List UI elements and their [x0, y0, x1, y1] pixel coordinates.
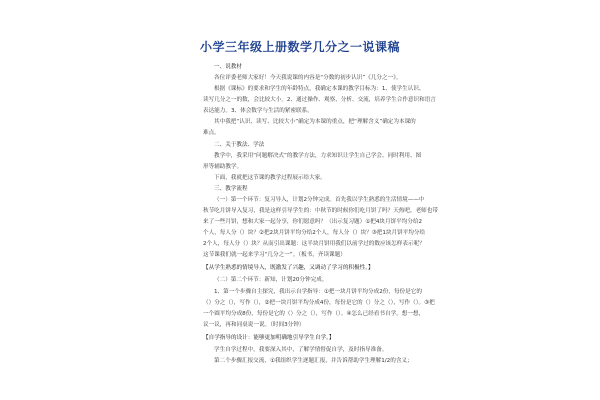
paragraph-line: 个人，每人分（）块？②把2块月饼平均分给2个人，每人分（）块？③把1块月饼平均分给: [203, 230, 426, 236]
paragraph-line: 形等辅助教学。: [203, 164, 243, 170]
paragraph-line: 各位评委老师大家好！今天我说课的内容是“分数的初步认识”《几分之一》。: [214, 75, 402, 81]
paragraph-line: 一个圆平均分成8份，每份是它的（）分之（），写作（）。④怎么已经看书自学，想一想，: [203, 311, 425, 317]
paragraph-line: （一）第一个环节：复习导入，计划2分钟完成。首先我以学生熟悉的生活情境——中: [214, 197, 425, 203]
paragraph-line: 难点。: [203, 130, 220, 136]
document-title: 小学三年级上册数学几分之一说课稿: [199, 40, 400, 54]
paragraph-line: 秋节吃月饼导入复习，我是这样引导学生的：中秋节的时候你们吃月饼了吗？天热吧，老师也带: [203, 208, 438, 214]
section-heading-materials: 一、说教材: [214, 64, 242, 70]
comment-line: 【自学指导的设计：能够更加明确地引导学生自学。】: [203, 335, 335, 341]
paragraph-line: 读写几分之一的数，会比较大小。2、通过操作、观察、分析、交流，培养学生合作意识和语言: [203, 97, 436, 103]
paragraph-line: 议一议，再和同桌说一说。（时间3分钟）: [203, 322, 305, 328]
paragraph-line: 根据《课标》的要求和学生的年龄特点，我确定本课的教学目标为：1、使学生认识、: [214, 86, 425, 92]
paragraph-line: 下面，我就把这节课的教学过程展示给大家。: [214, 175, 326, 181]
paragraph-line: （二）第二个环节：新知，计划20分钟完成。: [214, 277, 328, 283]
section-heading-process: 三、教学流程: [214, 186, 248, 192]
paragraph-line: 教学中，我采用“问题解决式”的教学方法，力求知识让学生自己学会、同时利用、图: [214, 153, 422, 159]
section-heading-methods: 二、关于教法、学法: [214, 142, 265, 148]
paragraph-line: 这节课我们就一起来学习“几分之一”。（板书，齐读课题）: [203, 252, 346, 258]
paragraph-line: 表达能力。3、体会数学与生活的紧密联系。: [203, 108, 313, 114]
paragraph-line: （）分之（），写作（），②把一块月饼平均分成4份，每份是它的（）分之（），写作（）。③把: [203, 300, 435, 306]
paragraph-line: 学生自学过程中，我要深入其中，了解学情督促自学，及时指导准备。: [214, 347, 388, 353]
paragraph-line: 其中我把“认识、读写、比较大小”确定为本课的重点，把“理解含义”确定为本课的: [214, 119, 416, 125]
paragraph-line: 2个人，每人分（）块？从而引出课题：这半块月饼用我们以前学过的数应该怎样表示呢？: [203, 241, 425, 247]
paragraph-line: 1、第一个步骤自主探究，我出示自学指导：①把一块月饼平均分成2份，每份是它的: [214, 289, 422, 295]
comment-line: 【从学生熟悉的情境导入，既激发了兴趣，又调动了学习的积极性。】: [203, 265, 374, 271]
paragraph-line: 来了一些月饼，想和大家一起分享，你们愿意吗？（出示复习题）①把4块月饼平均分给2: [203, 219, 423, 225]
paragraph-line: 第二个步骤汇报交流，①我组织学生逐题汇报，并告诉帮助学生理解1/2的含义；: [214, 358, 413, 364]
